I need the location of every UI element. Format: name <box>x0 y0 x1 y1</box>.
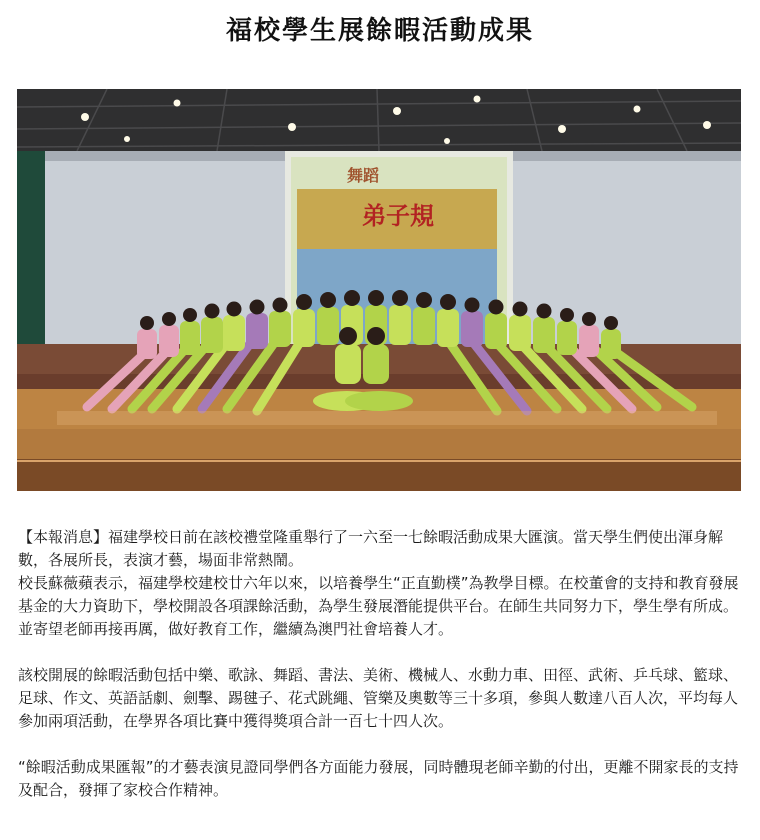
stage-dance-photo <box>17 89 741 491</box>
article-paragraph-2: 校長蘇薇蘋表示，福建學校建校廿六年以來，以培養學生“正直勤樸”為教學目標。在校董會的支持和教育發展基金的大力資助下，學校開設各項課餘活動，為學生發展潛能提供平台。在師生共同努力下，學生學有所成。並寄望老師再接再厲，做好教育工作，繼續為澳門社會培養人才。 <box>18 574 739 638</box>
article-paragraph-1: 【本報消息】福建學校日前在該校禮堂隆重舉行了一六至一七餘暇活動成果大匯演。當天學生們使出渾身解數，各展所長，表演才藝，場面非常熱鬧。 <box>18 528 724 569</box>
article-paragraph-4: “餘暇活動成果匯報”的才藝表演見證同學們各方面能力發展，同時體現老師辛勤的付出，更離不開家長的支持及配合，發揮了家校合作精神。 <box>18 758 739 799</box>
article-body <box>18 526 744 802</box>
screen-caption: 舞蹈 <box>347 166 380 185</box>
article-title: 福校學生展餘暇活動成果 <box>225 16 534 46</box>
paragraph-gap <box>18 733 744 756</box>
paragraph-gap <box>18 641 744 664</box>
article-paragraph-3: 該校開展的餘暇活動包括中樂、歌詠、舞蹈、書法、美術、機械人、水動力車、田徑、武術、乒乓球、籃球、足球、作文、英語話劇、劍擊、踢毽子、花式跳繩、管樂及奧數等三十多項，參與人數達八百人次，平均每人參加兩項活動，在學界各項比賽中獲得獎項合計一百七十四人次。 <box>18 666 739 730</box>
screen-title: 弟子規 <box>362 202 434 230</box>
